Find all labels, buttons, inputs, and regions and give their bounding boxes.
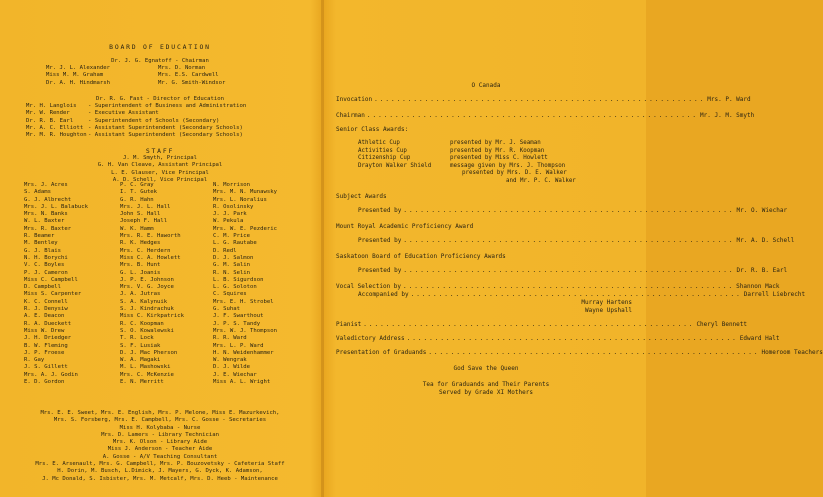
staff-member: C. M. Price	[213, 233, 251, 240]
program-item-valedictory	[336, 335, 780, 343]
official-role: - Executive Assistant	[88, 110, 159, 117]
item-value: Mr. A. D. Schell	[736, 237, 795, 244]
staff-member: G. J. Albrecht	[24, 196, 72, 203]
support-staff-line: A. Gosse - A/V Teaching Consultant	[102, 453, 218, 460]
staff-member: A. E. Deacon	[24, 313, 65, 320]
staff-member: P. J. Cameron	[24, 269, 68, 276]
staff-member: Mrs. V. G. Joyce	[120, 284, 174, 291]
official-name: Mr. H. Langlois	[26, 103, 77, 109]
staff-member: R. Gay	[24, 357, 45, 364]
item-label: Presentation of Graduands	[336, 349, 427, 356]
leader-dots: ...........................................................	[403, 207, 735, 214]
item-label: Pianist	[336, 321, 362, 328]
principals-list	[0, 155, 320, 184]
board-chairman: Dr. J. G. Egnatoff - Chairman	[111, 58, 209, 64]
staff-member: Miss A. L. Wright	[213, 379, 271, 386]
staff-member: G. J. Blais	[24, 247, 62, 254]
staff-member: Mrs. N. Banks	[24, 211, 68, 218]
staff-member: L. G. Soloton	[213, 284, 257, 291]
item-value: Mr. O. Wiechar	[736, 207, 788, 214]
senior-award-row	[358, 155, 636, 163]
support-staff	[0, 410, 320, 483]
staff-member: D. J. Wilde	[213, 364, 251, 371]
official-name: Mr. M. R. Houghton	[26, 132, 87, 139]
leader-dots: ...........................................................	[374, 96, 706, 103]
staff-member: N. Morrison	[213, 182, 251, 188]
staff-column-1	[24, 182, 88, 386]
support-staff-line: Mrs. K. Olson - Library Aide	[112, 439, 208, 446]
award-name: Athletic Cup	[358, 140, 400, 146]
staff-member: W. Wengrak	[213, 357, 247, 364]
tea-line: Served by Grade XI Mothers	[439, 389, 533, 396]
leader-dots: ...........................................................	[403, 283, 735, 290]
center-fold	[321, 0, 324, 497]
staff-member: V. C. Boyles	[24, 262, 65, 269]
official-row	[26, 132, 246, 139]
program-list	[336, 96, 823, 397]
support-staff-line: Miss J. Anderson - Teacher Aide	[107, 446, 213, 453]
leader-dots: ...........................................................	[366, 112, 699, 119]
staff-member: J. P. E. Johnson	[120, 276, 174, 283]
staff-member: K. C. Connell	[24, 298, 68, 305]
staff-member: D. J. Salmon	[213, 254, 254, 261]
staff-member: H. N. Weidenhammer	[213, 349, 274, 356]
principal-line: A. D. Schell, Vice Principal	[112, 176, 208, 183]
staff-column-3	[213, 182, 277, 386]
staff-member: M. L. Mashowski	[120, 364, 171, 371]
staff-member: Mrs. J. L. Balabuck	[24, 203, 88, 210]
tea-line: Tea for Graduands and Their Parents	[422, 381, 550, 388]
item-label: Invocation	[336, 96, 373, 103]
leader-dots: ...........................................................	[403, 267, 735, 274]
senior-awards-list	[336, 140, 636, 185]
board-member: Mrs. D. Norman	[158, 65, 206, 71]
opening-anthem: O Canada	[471, 82, 501, 89]
staff-member: G. R. Hahn	[120, 196, 154, 203]
board-member-row	[46, 72, 225, 79]
staff-member: Mrs. J. Acres	[24, 182, 68, 188]
official-role: - Assistant Superintendent (Secondary Schools)	[88, 124, 243, 131]
staff-member: W. K. Hamm	[120, 225, 154, 232]
principal-line: L. E. Glauser, Vice Principal	[111, 169, 209, 176]
vocal-selection	[336, 283, 780, 291]
staff-member: Mrs. W. J. Thompson	[213, 327, 277, 334]
staff-member: I. T. Gutek	[120, 189, 158, 196]
director-line: Dr. R. G. Fast - Director of Education	[96, 96, 224, 102]
support-staff-line: Mrs. E. Arsenault, Mrs. G. Campbell, Mrs. P. Bouzovetsky - Cafeteria Staff	[35, 461, 285, 468]
official-name: Dr. R. B. Earl	[26, 117, 74, 124]
staff-member: Mrs. A. J. Godin	[24, 371, 78, 378]
support-staff-line: Mrs. S. Forsberg, Mrs. E. Campbell, Mrs. C. Gosse - Secretaries	[53, 417, 267, 424]
award-name: Drayton Walker Shield	[358, 162, 432, 169]
leader-dots: ...........................................................	[363, 321, 695, 328]
senior-award-row	[358, 170, 636, 178]
board-member: Dr. A. H. Hindmarsh	[46, 79, 110, 86]
award-presenter: presented by Mrs. D. E. Walker	[462, 170, 567, 176]
staff-member: W. L. Baxter	[24, 218, 65, 225]
support-staff-line: Mrs. E. E. Sweet, Mrs. E. English, Mrs. P. Melone, Miss E. Mazurkevich,	[40, 410, 280, 416]
leader-dots: ...........................................................	[428, 349, 760, 356]
staff-member: T. R. Lock	[120, 335, 154, 342]
staff-column-2	[120, 182, 184, 386]
board-member: Miss M. M. Graham	[46, 72, 104, 79]
staff-member: Miss C. Campbell	[24, 276, 78, 283]
board-member-row	[46, 80, 225, 87]
item-label: Presented by	[358, 207, 402, 214]
official-row	[26, 125, 246, 132]
staff-member: Miss C. Kirkpatrick	[120, 313, 184, 320]
item-value: Mrs. P. Ward	[707, 96, 751, 103]
leader-dots: ...........................................................	[410, 291, 742, 298]
principal-line: J. M. Smyth, Principal	[122, 155, 198, 161]
award-presenter: and Mr. P. C. Walker	[506, 177, 576, 184]
award-presenter: presented by Mr. J. Seaman	[450, 140, 541, 146]
staff-member: Miss W. Drew	[24, 327, 65, 334]
official-role: - Superintendent of Schools (Secondary)	[88, 117, 220, 124]
staff-member: Mrs. R. E. Haworth	[120, 233, 181, 240]
staff-member: R. Osolinsky	[213, 203, 254, 210]
item-label: Chairman	[336, 112, 365, 119]
subject-awards-title: Subject Awards	[336, 193, 387, 200]
staff-member: Mrs. L. P. Ward	[213, 342, 264, 349]
item-label: Presented by	[358, 267, 402, 274]
staff-member: J. A. Jutras	[120, 291, 161, 298]
support-staff-line: H. Dorin, M. Busch, L.Dimick, J. Mayers, G. Dyck, K. Adamson,	[57, 468, 263, 475]
staff-member: S. A. Kalynuik	[120, 298, 168, 305]
staff-member: John S. Hall	[120, 211, 161, 218]
staff-member: W. A. Magaki	[120, 357, 161, 364]
mount-royal-presenter	[336, 237, 795, 245]
program-item-chairman	[336, 112, 755, 120]
board-member-row	[46, 65, 225, 72]
senior-award-row	[358, 163, 636, 171]
award-name	[358, 178, 450, 186]
staff-title: STAFF	[145, 147, 175, 155]
award-presenter: presented by Miss C. Howlett	[450, 155, 548, 161]
official-role: - Assistant Superintendent (Secondary Schools)	[88, 132, 243, 139]
staff-member: D. J. Mac Pherson	[120, 349, 178, 356]
award-name: Activities Cup	[358, 147, 407, 154]
staff-member: S. F. Lusiak	[120, 342, 161, 349]
staff-member: Mrs. C. McKenzie	[120, 371, 174, 378]
staff-member: D. Redl	[213, 247, 237, 254]
staff-member: J. J. Park	[213, 211, 247, 218]
award-name	[358, 170, 450, 178]
right-panel	[326, 0, 823, 497]
staff-member: S. J. Kindrachuk	[120, 306, 174, 313]
official-row	[26, 118, 246, 125]
closing-anthem: God Save the Queen	[453, 365, 519, 372]
official-role: - Superintendent of Business and Administration	[88, 103, 247, 109]
item-value: Homeroom Teachers	[761, 349, 823, 356]
saskatoon-title: Saskatoon Board of Education Proficiency Awards	[336, 253, 506, 260]
board-member: Mr. G. Smith-Windsor	[158, 79, 226, 86]
saskatoon-presenter	[336, 267, 788, 275]
staff-member: D. Campbell	[24, 284, 62, 291]
principal-line: G. H. Van Cleave, Assistant Principal	[97, 162, 223, 169]
staff-member: W. Pekula	[213, 218, 244, 225]
staff-member: G. Suhat	[213, 306, 240, 313]
staff-member: R. Beamer	[24, 233, 55, 240]
accompanist: Murray Hartens	[581, 299, 632, 306]
staff-member: J. F. Swarthout	[213, 313, 264, 320]
staff-member: R. C. Koopman	[120, 320, 164, 327]
support-staff-line: J. Mc Donald, S. Isbister, Mrs. M. Metcalf, Mrs. D. Heeb - Maintenance	[42, 475, 278, 482]
staff-member: Mrs. B. Hunt	[120, 262, 161, 269]
item-value: Edward Halt	[739, 335, 780, 342]
staff-member: C. Squires	[213, 291, 247, 298]
leader-dots: ...........................................................	[406, 335, 738, 342]
program-item-invocation	[336, 96, 751, 104]
staff-member: G. M. Salin	[213, 262, 251, 269]
support-staff-line: Mrs. D. Lamers - Library Technician	[101, 431, 219, 438]
item-label: Presented by	[358, 237, 402, 244]
accompanied-by	[336, 291, 806, 299]
staff-member: J. E. Wiechar	[213, 371, 257, 378]
staff-member: Mrs. R. Baxter	[24, 225, 72, 232]
official-name: Mr. W. Render	[26, 110, 70, 117]
staff-member: M. Bentley	[24, 240, 58, 247]
award-presenter: presented by Mr. R. Koopman	[450, 147, 545, 154]
senior-awards-title: Senior Class Awards:	[336, 126, 409, 133]
staff-member: Miss S. Carpenter	[24, 291, 82, 298]
staff-member: Joseph F. Hall	[120, 218, 168, 225]
official-row	[26, 110, 246, 117]
left-panel	[0, 0, 320, 497]
staff-member: R. N. Selin	[213, 269, 251, 276]
staff-member: Mrs. J. L. Hall	[120, 203, 171, 210]
board-title: BOARD OF EDUCATION	[109, 43, 211, 51]
board-member: Mrs. E.S. Cardwell	[158, 72, 219, 79]
officials-list	[26, 103, 246, 139]
senior-award-row	[358, 178, 636, 186]
staff-member: G. L. Joanis	[120, 269, 161, 276]
staff-member: L. B. Sigurdson	[213, 276, 264, 283]
accompanist: Wayne Upshall	[585, 307, 632, 314]
staff-member: J. S. Gillett	[24, 364, 68, 371]
staff-member: R. K. Hedges	[120, 240, 161, 247]
staff-member: N. H. Borychi	[24, 254, 68, 261]
item-value: Mr. J. M. Smyth	[700, 112, 755, 119]
staff-member: B. W. Fleming	[24, 342, 68, 349]
item-value: Dr. R. B. Earl	[736, 267, 788, 274]
official-row	[26, 103, 246, 110]
staff-member: Mrs. E. H. Strobel	[213, 298, 274, 305]
program-item-pianist	[336, 321, 748, 329]
staff-member: Mrs. W. E. Pezderic	[213, 225, 277, 232]
official-name: Mr. A. C. Elliott	[26, 124, 84, 131]
mount-royal-title: Mount Royal Academic Proficiency Award	[336, 223, 474, 230]
item-value: Darrell Liebrecht	[743, 291, 806, 298]
item-label: Valedictory Address	[336, 335, 405, 342]
award-name: Citizenship Cup	[358, 155, 411, 161]
staff-member: J. P. S. Tandy	[213, 320, 261, 327]
staff-member: R. J. Denysiw	[24, 306, 68, 313]
subject-awards-presenter	[336, 207, 788, 215]
staff-member: L. G. Rautabe	[213, 240, 257, 247]
item-value: Shannon Mack	[736, 283, 780, 290]
staff-member: J. P. Froese	[24, 349, 65, 356]
senior-award-row	[358, 148, 636, 156]
staff-member: Miss C. A. Howlett	[120, 254, 181, 261]
senior-award-row	[358, 140, 636, 148]
item-value: Cheryl Bennett	[696, 321, 748, 328]
staff-member: R. A. Dueckett	[24, 320, 72, 327]
staff-member: E. D. Gordon	[24, 379, 65, 386]
staff-member: Mrs. L. Noralius	[213, 196, 267, 203]
staff-member: Mrs. M. N. Munawsky	[213, 189, 277, 196]
item-label: Vocal Selection by	[336, 283, 402, 290]
award-presenter: message given by Mrs. J. Thompson	[450, 162, 566, 169]
staff-member: J. H. Driedger	[24, 335, 72, 342]
staff-member: P. C. Gray	[120, 182, 154, 188]
leader-dots: ...........................................................	[403, 237, 735, 244]
item-label: Accompanied by	[358, 291, 409, 298]
program-item-presentation	[336, 349, 823, 357]
support-staff-line: Miss H. Kolybaba - Nurse	[119, 424, 201, 431]
board-member: Mr. J. L. Alexander	[46, 65, 110, 71]
board-members	[46, 65, 225, 87]
staff-member: S. O. Kowalewski	[120, 327, 174, 334]
staff-member: E. N. Merritt	[120, 379, 164, 386]
staff-member: S. Adams	[24, 189, 51, 196]
staff-member: R. R. Ward	[213, 335, 247, 342]
staff-member: Mrs. C. Herdern	[120, 247, 171, 254]
